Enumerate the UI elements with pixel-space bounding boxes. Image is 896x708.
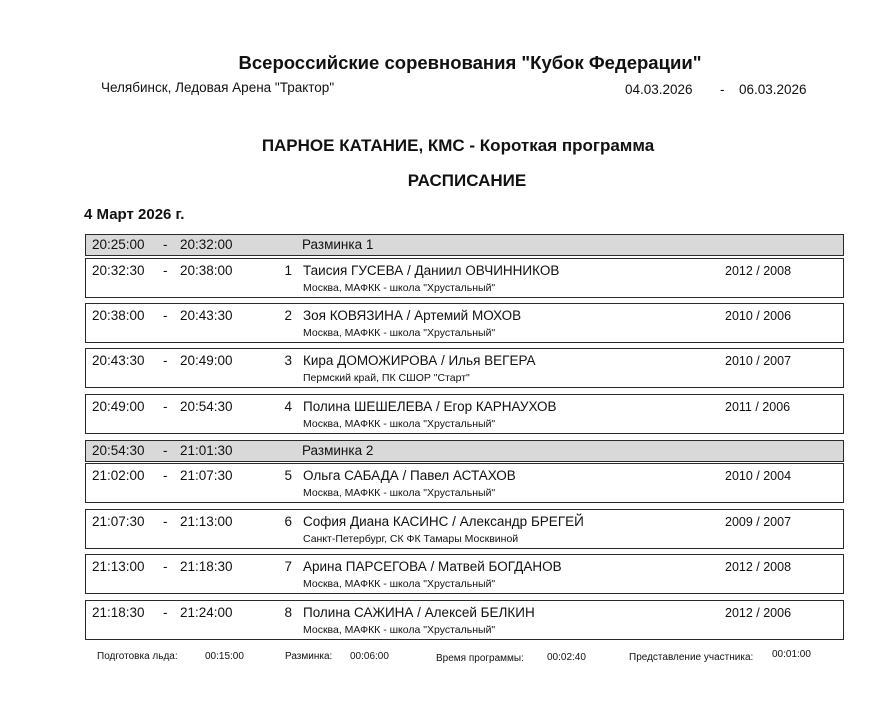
time-separator: -: [163, 605, 168, 620]
pair-names: Арина ПАРСЕГОВА / Матвей БОГДАНОВ: [303, 559, 562, 574]
club: Пермский край, ПК СШОР "Старт": [303, 372, 470, 384]
end-time: 20:32:00: [180, 237, 233, 252]
birth-years: 2009 / 2007: [725, 515, 792, 529]
skater-row: [85, 394, 844, 434]
end-time: 21:07:30: [180, 468, 233, 483]
start-number: 5: [284, 468, 292, 483]
schedule-title: РАСПИСАНИЕ: [407, 171, 527, 190]
pair-names: Полина ШЕШЕЛЕВА / Егор КАРНАУХОВ: [303, 399, 557, 414]
start-number: 8: [284, 605, 292, 620]
birth-years: 2010 / 2004: [725, 469, 792, 483]
date-separator: -: [720, 82, 725, 97]
time-separator: -: [163, 559, 168, 574]
time-separator: -: [163, 399, 168, 414]
pair-names: Кира ДОМОЖИРОВА / Илья ВЕГЕРА: [303, 353, 536, 368]
start-number: 7: [284, 559, 292, 574]
pair-names: Таисия ГУСЕВА / Даниил ОВЧИННИКОВ: [303, 263, 560, 278]
start-time: 20:54:30: [92, 443, 145, 458]
time-separator: -: [163, 308, 168, 323]
birth-years: 2012 / 2008: [725, 560, 792, 574]
skater-row: [85, 463, 844, 503]
skater-row: [85, 554, 844, 594]
skater-row: [85, 348, 844, 388]
start-time: 20:25:00: [92, 237, 145, 252]
end-time: 21:18:30: [180, 559, 233, 574]
end-time: 20:54:30: [180, 399, 233, 414]
club: Москва, МАФКК - школа "Хрустальный": [303, 578, 496, 590]
start-number: 6: [284, 514, 292, 529]
start-time: 21:07:30: [92, 514, 145, 529]
competition-title: Всероссийские соревнования "Кубок Федерации": [238, 52, 702, 73]
end-time: 21:13:00: [180, 514, 233, 529]
start-time: 20:38:00: [92, 308, 145, 323]
time-separator: -: [163, 514, 168, 529]
club: Москва, МАФКК - школа "Хрустальный": [303, 418, 496, 430]
start-time: 21:13:00: [92, 559, 145, 574]
start-number: 3: [284, 353, 292, 368]
end-time: 20:38:00: [180, 263, 233, 278]
warmup-duration-value: 00:06:00: [350, 651, 389, 662]
skater-row: [85, 509, 844, 549]
date-start: 04.03.2026: [625, 82, 693, 97]
club: Санкт-Петербург, СК ФК Тамары Москвиной: [303, 533, 519, 545]
club: Москва, МАФКК - школа "Хрустальный": [303, 487, 496, 499]
start-time: 21:18:30: [92, 605, 145, 620]
pair-names: Полина САЖИНА / Алексей БЕЛКИН: [303, 605, 535, 620]
intro-label: Представление участника:: [629, 652, 754, 663]
warmup-label: Разминка 1: [302, 237, 374, 252]
start-number: 2: [284, 308, 292, 323]
ice-prep-value: 00:15:00: [205, 651, 244, 662]
club: Москва, МАФКК - школа "Хрустальный": [303, 282, 496, 294]
time-separator: -: [163, 353, 168, 368]
start-number: 4: [284, 399, 292, 414]
time-separator: -: [163, 468, 168, 483]
birth-years: 2012 / 2006: [725, 606, 792, 620]
program-time-value: 00:02:40: [547, 652, 586, 663]
intro-value: 00:01:00: [772, 649, 811, 660]
end-time: 21:01:30: [180, 443, 233, 458]
event-title: ПАРНОЕ КАТАНИЕ, КМС - Короткая программа: [261, 136, 655, 155]
skater-row: [85, 600, 844, 640]
skater-row: [85, 303, 844, 343]
end-time: 20:49:00: [180, 353, 233, 368]
birth-years: 2010 / 2006: [725, 309, 792, 323]
start-time: 20:32:30: [92, 263, 145, 278]
end-time: 20:43:30: [180, 308, 233, 323]
time-separator: -: [163, 237, 168, 252]
start-time: 21:02:00: [92, 468, 145, 483]
pair-names: Зоя КОВЯЗИНА / Артемий МОХОВ: [303, 308, 522, 323]
start-number: 1: [284, 263, 292, 278]
club: Москва, МАФКК - школа "Хрустальный": [303, 327, 496, 339]
start-time: 20:49:00: [92, 399, 145, 414]
time-separator: -: [163, 443, 168, 458]
date-end: 06.03.2026: [739, 82, 807, 97]
day-label: 4 Март 2026 г.: [84, 206, 185, 223]
birth-years: 2012 / 2008: [725, 264, 792, 278]
time-separator: -: [163, 263, 168, 278]
club: Москва, МАФКК - школа "Хрустальный": [303, 624, 496, 636]
warmup-row: [85, 440, 844, 462]
ice-prep-label: Подготовка льда:: [97, 651, 178, 662]
pair-names: София Диана КАСИНС / Александр БРЕГЕЙ: [303, 514, 584, 529]
program-time-label: Время программы:: [436, 653, 524, 664]
warmup-duration-label: Разминка:: [285, 651, 333, 662]
venue: Челябинск, Ледовая Арена "Трактор": [101, 80, 335, 95]
end-time: 21:24:00: [180, 605, 233, 620]
warmup-row: [85, 234, 844, 256]
skater-row: [85, 258, 844, 298]
start-time: 20:43:30: [92, 353, 145, 368]
pair-names: Ольга САБАДА / Павел АСТАХОВ: [303, 468, 516, 483]
birth-years: 2010 / 2007: [725, 354, 792, 368]
birth-years: 2011 / 2006: [725, 400, 791, 414]
warmup-label: Разминка 2: [302, 443, 374, 458]
